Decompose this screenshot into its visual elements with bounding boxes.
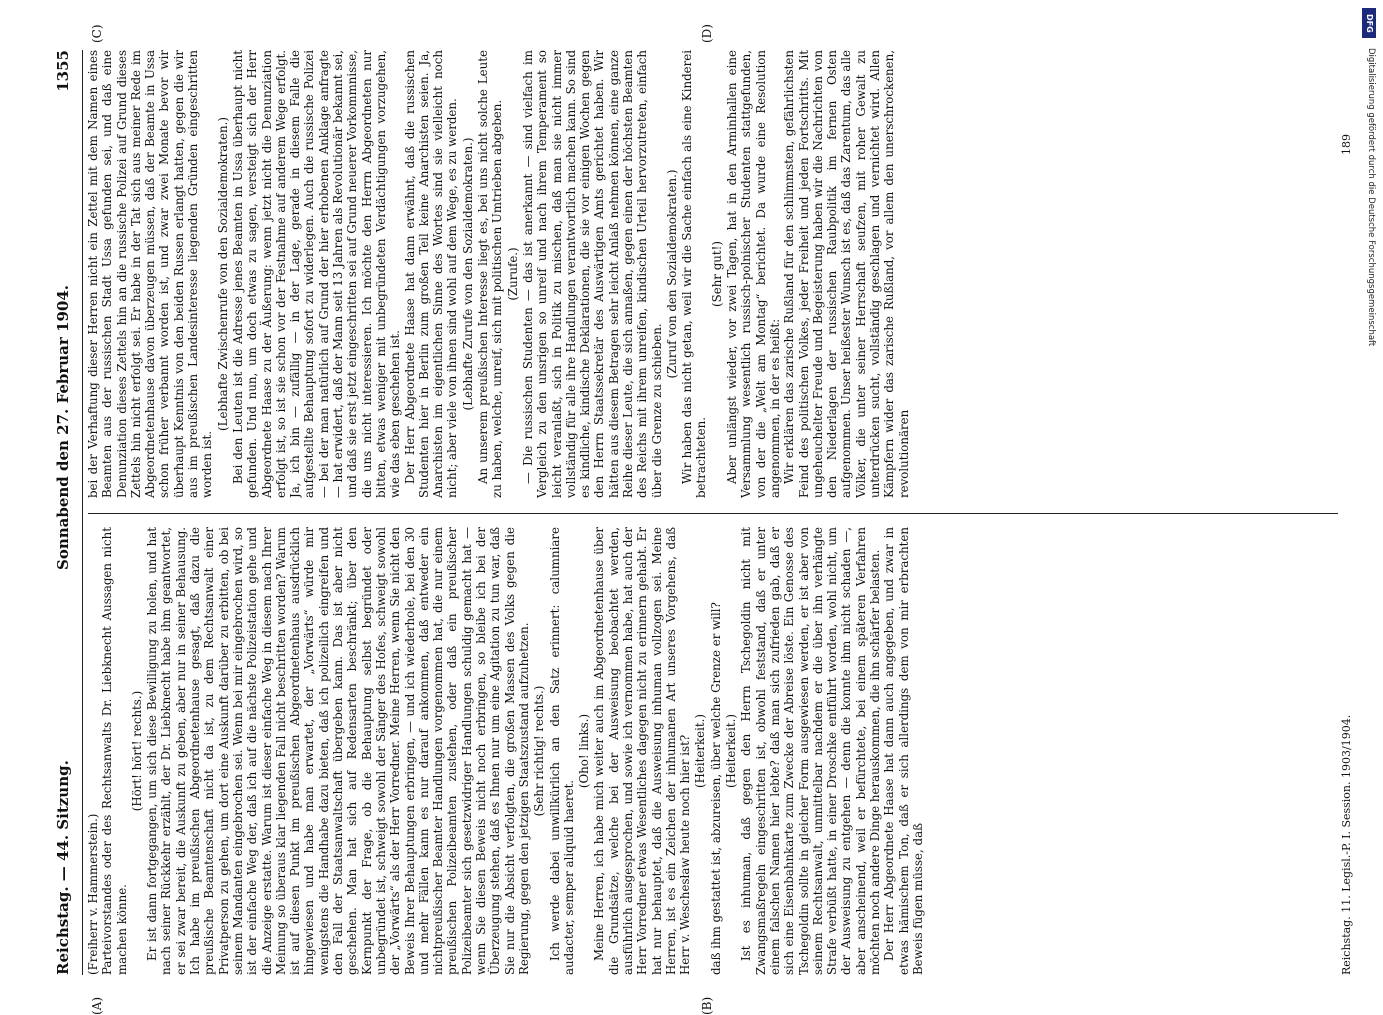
column-right <box>86 50 1341 498</box>
paragraph: Er ist dann fortgegangen, um sich diese Bewilligung zu holen, und hat nach seiner Rückkehr erzählt, der Dr. Liebknecht habe ihm geantwortet, er sei zwar bereit, die Auskunft zu geben, aber nur in seiner Behausung. Ich habe im preußischen Abgeordnetenhause gesagt, daß dazu die preußische Beamtenschaft nicht da ist, zu dem Rechtsanwalt einer Privatperson zu gehen, um dort eine Auskunft darüber zu erbitten, ob bei seinem Mandanten eingebrochen sei. Wenn bei mir eingebrochen wird, so ist der einfache Weg der, daß ich auf die nächste Polizeistation gehe und die Anzeige erstatte. Warum ist dieser einfache Weg in diesem nach Ihrer Meinung so überaus klar liegenden Fall nicht beschritten worden? Warum ist auf diesen Punkt im preußischen Abgeordnetenhaus ausdrücklich hingewiesen und habe man erwartet, der „Vorwärts“ würde mir wenigstens die Handhabe dazu bieten, daß ich polizeilich eingreifen und den Fall der Staatsanwaltschaft übergeben kann. Das ist aber nicht geschehen. Man hat sich auf Redensarten beschränkt; über den Kernpunkt der Frage, ob die Behauptung selbst begründet oder unbegründet ist, schweigt sowohl der Sänger des Hofes, schweigt sowohl der „Vorwärts“ als der Herr Vorredner. Meine Herren, wenn Sie nicht den Beweis Ihrer Behauptungen erbringen, — und ich wiederhole, bei den 30 und mehr Fällen kann es nur darauf ankommen, daß entweder ein nichtpreußischer Beamter Handlungen vorgenommen hat, die nur einem preußischen Polizeibeamten zustehen, oder daß ein preußischer Polizeibeamter sich gesetzwidriger Handlungen schuldig gemacht hat — wenn Sie diesen Beweis nicht noch erbringen, so bleibe ich bei der Überzeugung stehen, daß es Ihnen nur um eine Agitation zu tun war, daß Sie nur die Absicht verfolgten, die großen Massen des Volks gegen die Regierung, gegen den jetzigen Staatszustand aufzuhetzen. <box>145 527 531 975</box>
paragraph: Der Herr Abgeordnete Haase hat dann auch angegeben, und zwar in etwas hämischem Ton, daß er sich allerdings dem von mir erbrachten Beweis fügen müsse, daß <box>882 527 925 975</box>
digitization-stamp <box>1362 8 1376 998</box>
paragraph: — Die russischen Studenten — das ist anerkannt — sind vielfach im Vergleich zu den unsrigen so unreif und nach ihrem Temperament so leicht veranlaßt, sich in Politik zu mischen, daß man sie nicht immer vollständig für alle ihre Handlungen verantwortlich machen kann. So sind es kindliche, kindische Deklarationen, die sie vor einigen Wochen gegen den Herrn Staatssekretär des Auswärtigen Amts gerichtet haben. Wir hätten aus diesem Betragen sehr leicht Anlaß nehmen können, eine ganze Reihe dieser Leute, die sich annaßen, gegen einen der höchsten Beamten des Reichs mit ihrem unreifen, kindischen Urteil hervorzutreten, einfach über die Grenze zu schieben. <box>520 50 664 498</box>
sheet-number: 189 <box>1340 134 1353 155</box>
interjection: (Heiterkeit.) <box>693 714 708 789</box>
interjection: (Heiterkeit.) <box>724 714 739 789</box>
margin-mark-b: (B) <box>700 996 714 1015</box>
margin-mark-d: (D) <box>700 24 714 43</box>
paragraph: Bei den Leuten ist die Adresse jenes Beamten in Ussa überhaupt nicht gefunden. Und nun, um doch etwas zu sagen, versteigt sich der Herr Abgeordnete Haase zu der Äußerung: wenn jetzt nicht die Denunziation erfolgt ist, so ist sie schon vor der Festnahme auf anderem Wege erfolgt. Ja, ich bin — zufällig — in der Lage, gerade in diesem Falle die aufgestellte Behauptung sofort zu widerlegen. Auch die russische Polizei — bei der man natürlich auf Grund der hier erhobenen Anklage anfragte — hat erwidert, daß der Mann seit 13 Jahren als Revolutionär bekannt sei, und daß sie erst jetzt eingeschritten sei auf Grund neuerer Vorkommnisse, die uns nicht interessieren. Ich möchte den Herrn Abgeordneten nur bitten, etwas weniger mit unbegründeten Verdächtigungen vorzugehen, wie das eben geschehen ist. <box>230 50 403 498</box>
page-header <box>50 50 84 975</box>
interjection: (Hört! hört! rechts.) <box>129 690 144 812</box>
interjection: (Sehr gut!) <box>709 241 724 307</box>
paragraph: An unserem preußischen Interesse liegt es, bei uns nicht solche Leute zu haben, welche, unreif, sich mit politischen Umtrieben abgeben. <box>476 50 505 498</box>
paragraph: Aber unlängst wieder, vor zwei Tagen, hat in den Arminhallen eine Versammlung wesentlich russisch-polnischer Studenten stattgefunden, von der die „Welt am Montag“ berichtet. Da wurde eine Resolution angenommen, in der es heißt: <box>725 50 782 498</box>
interjection: (Oho! links.) <box>577 713 592 789</box>
paragraph: Meine Herren, ich habe mich weiter auch im Abgeordnetenhause über die Grundsätze, welche bei der Ausweisung beobachtet werden, ausführlich ausgesprochen, und sowie ich vernommen habe, hat auch der Herr Vorredner etwas Wesentliches dagegen nicht zu erinnern gehabt. Er hat nur behauptet, daß die Ausweisung inhuman vollzogen sei. Meine Herren, ist es ein Zeichen der inhumanen Art unseres Vorgehens, daß Herr v. Weschesław heute noch hier ist? <box>592 527 693 975</box>
funding-note: Digitalisierung gefördert durch die Deutsche Forschungsgemeinschaft <box>1366 48 1376 347</box>
margin-mark-c: (C) <box>90 24 104 43</box>
speaker-label: (Freiherr v. Hammerstein.) <box>86 813 100 975</box>
column-left <box>86 527 1341 975</box>
margin-mark-a: (A) <box>90 996 104 1015</box>
paragraph: Ist es inhuman, daß gegen den Herrn Tschegoldin nicht mit Zwangsmaßregeln eingeschritten ist, obwohl feststand, daß er unter einem falschen Namen hier lebte? daß man sich zufrieden gab, daß er sich eine Eisenbahnkarte zum Zwecke der Abreise löste. Ein Genosse des Tschegoldin sollte in gleicher Form ausgewiesen werden, er ist aber von seinem Rechtsanwalt, unmittelbar nachdem er die über ihn verhängte Strafe verbüßt hatte, in einer Droschke entführt worden, wohl nicht, um der Ausweisung zu entgehen — denn die konnte ihm nicht schaden —, aber anscheinend, weil er befürchtete, bei einem späteren Verfahren möchten noch andere Dinge herauskommen, die ihn schärfer belasten. <box>739 527 883 975</box>
interjection: (Zurufe.) <box>505 247 520 301</box>
paragraph: Der Herr Abgeordnete Haase hat dann erwähnt, daß die russischen Studenten hier in Berlin zum großen Teil keine Anarchisten seien. Ja, Anarchisten im eigentlichen Sinne des Wortes sind sie vielleicht noch nicht; aber viele von ihnen sind wohl auf dem Wege, es zu werden. <box>402 50 460 498</box>
page-number: 1355 <box>54 50 72 92</box>
header-rule <box>82 50 83 975</box>
page-footer <box>1340 50 1353 975</box>
dfg-logo: DFG <box>1362 8 1376 38</box>
column-divider <box>88 513 1338 514</box>
header-date: Sonnabend den 27. Februar 1904. <box>54 285 72 570</box>
interjection: (Sehr richtig! rechts.) <box>532 685 547 817</box>
paragraph: daß ihm gestattet ist, abzureisen, über welche Grenze er will? <box>708 602 723 975</box>
paragraph: Ich werde dabei unwillkürlich an den Satz erinnert: calumniare audacter, semper aliquid haeret. <box>547 527 576 975</box>
paragraph: bei der Verhaftung dieser Herren nicht ein Zettel mit dem Namen eines Beamten aus der russischen Stadt Ussa gefunden sei, und daß eine Denunziation dieses Zettels hin an die russische Polizei auf Grund dieses Zettels hin nicht erfolgt sei. Er habe in der Tat sich aus meiner Rede im Abgeordnetenhause davon überzeugen müssen, daß der Beamte in Ussa schon früher verbannt worden ist, und zwar zwei Monate bevor wir überhaupt Kenntnis von den beiden Russen erlangt hatten, gegen die wir aus im preußischen Landesinteresse liegenden Gründen eingeschritten worden ist. <box>86 50 215 498</box>
paragraph: Parteivorstandes oder des Rechtsanwalts Dr. Liebknecht Aussagen nicht machen könne. <box>100 527 129 975</box>
rotated-page <box>50 24 1360 1015</box>
interjection: (Lebhafte Zwischenrufe von den Sozialdemokraten.) <box>215 117 230 431</box>
paragraph: Wir haben das nicht getan, weil wir die Sache einfach als eine Kinderei betrachteten. <box>680 50 709 498</box>
footer-session: Reichstag. 11. Legisl.-P. I. Session. 1903/1904. <box>1340 714 1353 975</box>
quoted-resolution: Wir erklären das zarische Rußland für den schlimmsten, gefährlichsten Feind des politischen Volkes, jeder Freiheit und jeden Fortschritts. Mit ungeheuchelter Freude und Begeisterung haben wir die Nachrichten von den Niederlagen der russischen Raubpolitik im fernen Osten aufgenommen. Unser heißester Wunsch ist es, daß das Zarentum, das alle Völker, die unter seiner Herrschaft seufzen, mit roher Gewalt zu unterdrücken sucht, vollständig geschlagen und vernichtet wird. Allen Kämpfern wider das zarische Rußland, vor allem den unerschrockenen, revolutionären <box>782 50 911 498</box>
interjection: (Lebhafte Zurufe von den Sozialdemokraten.) <box>460 137 475 411</box>
interjection: (Zuruf von den Sozialdemokraten.) <box>664 169 679 379</box>
header-left: Reichstag. — 44. Sitzung. <box>54 760 72 975</box>
